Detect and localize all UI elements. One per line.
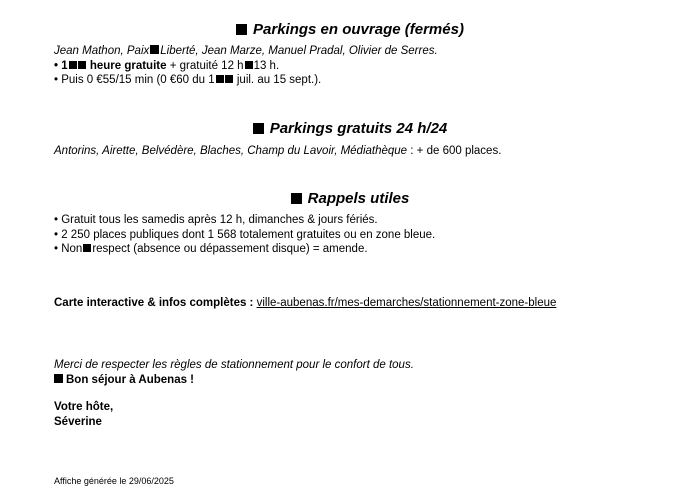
missing-glyph-icon [216,75,224,83]
rappels-item-1: • Gratuit tous les samedis après 12 h, dimanches & jours fériés. [54,214,378,226]
carte-label: Carte interactive & infos complètes : [54,297,254,309]
gratuits-locations: Antorins, Airette, Belvédère, Blaches, Champ du Lavoir, Médiathèque : + de 600 places. [54,145,502,157]
rappels-item-3: • Non respect (absence ou dépassement disque) = amende. [54,243,368,255]
votre-hote: Votre hôte, [54,401,114,413]
square-bullet-icon [236,24,247,35]
rappels-item-2: • 2 250 places publiques dont 1 568 totalement gratuites ou en zone bleue. [54,229,436,241]
missing-glyph-icon [225,75,233,83]
square-bullet-icon [291,193,302,204]
missing-glyph-icon [69,61,77,69]
bon-sejour-line: Bon séjour à Aubenas ! [54,373,194,388]
ouvrage-locations: Jean Mathon, Paix Liberté, Jean Marze, Manuel Pradal, Olivier de Serres. [54,45,438,57]
missing-glyph-icon [150,45,159,54]
generated-date: Affiche générée le 29/06/2025 [54,476,174,486]
square-bullet-icon [54,374,63,383]
host-name: Séverine [54,416,102,428]
missing-glyph-icon [245,61,253,69]
ouvrage-bullet-1: • 1 heure gratuite + gratuité 12 h 13 h. [54,60,280,72]
carte-link[interactable]: ville-aubenas.fr/mes-demarches/stationnement-zone-bleue [256,297,557,309]
carte-line [54,296,556,311]
missing-glyph-icon [78,61,86,69]
merci-text: Merci de respecter les règles de stationnement pour le confort de tous. [54,359,414,371]
heading-parkings-ouvrage: Parkings en ouvrage (fermés) [0,21,700,39]
heading-parkings-gratuits: Parkings gratuits 24 h/24 [0,120,700,138]
heading-rappels-utiles: Rappels utiles [0,190,700,208]
square-bullet-icon [253,123,264,134]
ouvrage-bullet-2: • Puis 0 €55/15 min (0 €60 du 1 juil. au 15 sept.). [54,74,322,86]
missing-glyph-icon [83,244,91,252]
